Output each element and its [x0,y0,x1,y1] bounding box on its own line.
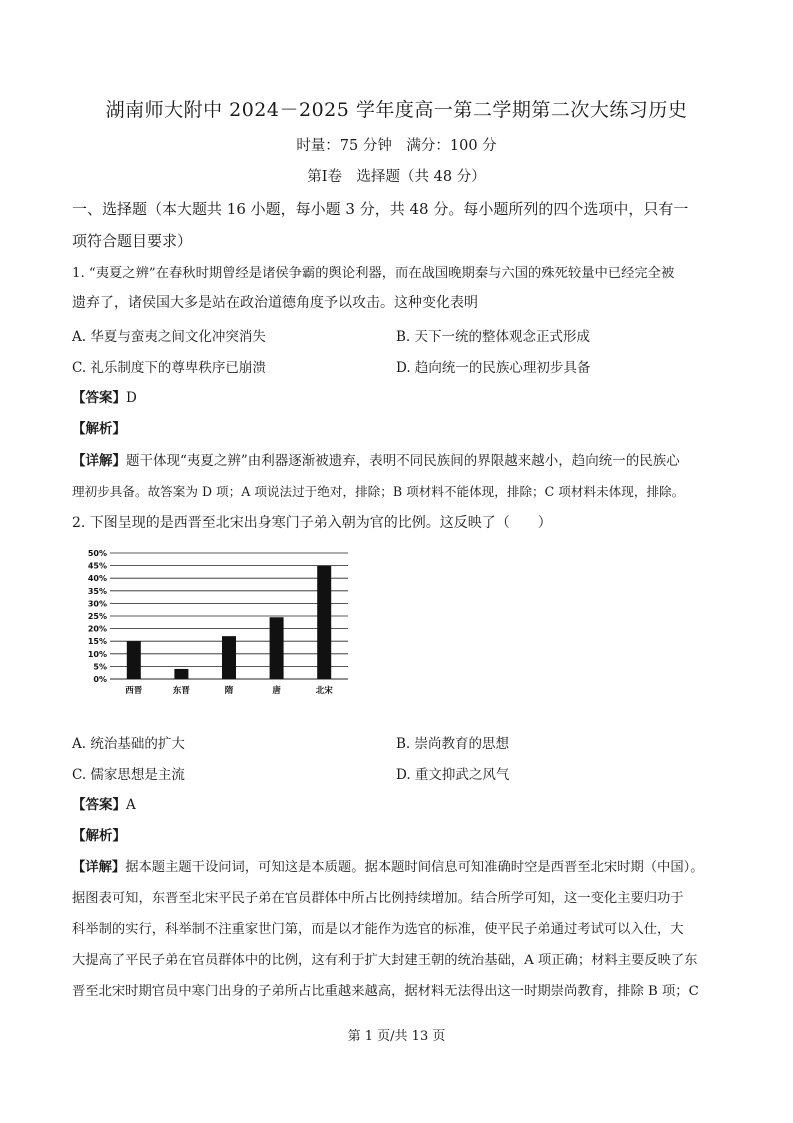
q2-detail-line-1 [72,856,704,875]
bar [127,641,141,679]
y-tick-label: 30% [87,599,107,609]
y-tick-label: 35% [87,586,107,596]
exam-time-score: 时量：75 分钟 满分：100 分 [296,138,497,154]
y-tick-label: 0% [93,675,107,684]
q2-option-a: A. 统治基础的扩大 [72,736,185,752]
y-tick-label: 20% [87,624,107,634]
bar [317,566,331,679]
y-tick-label: 40% [87,574,107,584]
y-tick-label: 5% [93,662,107,672]
q1-option-d: D. 趋向统一的民族心理初步具备 [396,360,591,376]
q1-answer [72,386,137,406]
q1-stem-line-2: 遗弃了，诸侯国大多是站在政治道德角度予以攻击。这种变化表明 [72,295,478,311]
q1-option-a: A. 华夏与蛮夷之间文化冲突消失 [72,329,266,345]
q2-detail-line-2: 据图表可知，东晋至北宋平民子弟在官员群体中所占比例持续增加。结合所学可知，这一变化主要归功于 [72,891,684,906]
exam-title: 湖南师大附中 2024－2025 学年度高一第二学期第二次大练习历史 [105,99,688,121]
q1-detail-label: 【详解】 [72,453,126,469]
q2-option-b: B. 崇尚教育的思想 [396,736,510,752]
q2-detail-text-1: 据本题主题干设问词，可知这是本质题。据本题时间信息可知准确时空是西晋至北宋时期（中国）。 [125,860,704,875]
section-heading: 第Ⅰ卷 选择题（共 48 分） [307,169,486,185]
q2-option-d: D. 重文抑武之风气 [396,767,510,783]
q2-detail-line-4: 大提高了平民子弟在官员群体中的比例，这有利于扩大封建王朝的统治基础，A 项正确；材料主要反映了东 [72,953,698,968]
y-tick-label: 25% [87,612,107,621]
y-tick-label: 15% [87,637,107,647]
q2-analysis-label: 【解析】 [72,828,126,844]
q1-analysis-label: 【解析】 [72,421,126,437]
q2-detail-line-5: 晋至北宋时期官员中寒门出身的子弟所占比重越来越高，据材料无法得出这一时期崇尚教育，排除 B 项；C [72,984,699,999]
q2-answer-label: 【答案】 [72,797,126,813]
x-tick-label: 北宋 [315,686,333,696]
q1-detail-text-1: 题干体现“夷夏之辨”由利器逐渐被遗弃，表明不同民族间的界限越来越小，趋向统一的民族心 [126,453,680,469]
instructions-line-2: 项符合题目要求） [72,232,193,250]
q1-answer-value: D [126,390,137,406]
x-tick-label: 唐 [272,686,281,696]
q1-detail-line-1 [72,449,680,469]
page-number: 第 1 页/共 13 页 [347,1029,446,1044]
officials-ratio-bar-chart [80,545,380,705]
q1-stem-line-1: 1. “夷夏之辨”在春秋时期曾经是诸侯争霸的舆论利器，而在战国晚期秦与六国的殊死较量中已经完全被 [72,266,675,281]
bar [270,617,284,679]
x-tick-label: 隋 [224,686,234,696]
q2-stem: 2. 下图呈现的是西晋至北宋出身寒门子弟入朝为官的比例。这反映了（ ） [72,515,552,531]
x-tick-label: 东晋 [172,686,190,696]
bar [174,669,188,679]
q1-answer-label: 【答案】 [72,390,126,406]
q1-option-c: C. 礼乐制度下的尊卑秩序已崩溃 [72,360,266,376]
q2-detail-label: 【详解】 [72,860,126,875]
bar [222,636,236,679]
instructions-line-1: 一、选择题（本大题共 16 小题，每小题 3 分，共 48 分。每小题所列的四个选项中，只有一 [72,200,689,218]
x-tick-label: 西晋 [125,686,143,696]
y-tick-label: 45% [87,561,107,571]
q2-option-c: C. 儒家思想是主流 [72,767,185,783]
q2-detail-line-3: 科举制的实行，科举制不注重家世门第，而是以才能作为选官的标准，使平民子弟通过考试可以入仕，大 [72,922,684,937]
q1-option-b: B. 天下一统的整体观念正式形成 [396,329,591,345]
q1-detail-line-2: 理初步具备。故答案为 D 项；A 项说法过于绝对，排除；B 项材料不能体现，排除；C 项材料未体现，排除。 [72,484,685,499]
y-tick-label: 50% [87,549,107,558]
q2-answer [72,793,136,813]
y-tick-label: 10% [87,649,107,659]
q2-answer-value: A [126,797,136,813]
